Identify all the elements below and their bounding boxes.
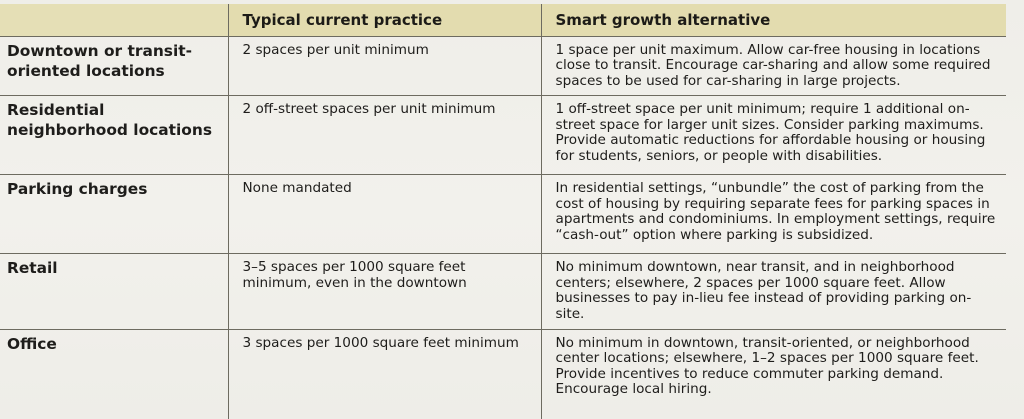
row-label: Parking charges <box>0 175 228 254</box>
header-blank-cell <box>0 4 228 36</box>
table-body <box>0 36 1006 419</box>
table-row <box>0 254 1006 329</box>
alternative-cell: No minimum downtown, near transit, and in neighborhood centers; elsewhere, 2 spaces per 1000 square feet. Allow businesses to pay in-lieu fee instead of providing parking on-site. <box>541 254 1006 329</box>
row-label: Retail <box>0 254 228 329</box>
table-row <box>0 329 1006 419</box>
header-smart-growth-alternative: Smart growth alternative <box>541 4 1006 36</box>
row-label: Downtown or transit-oriented locations <box>0 36 228 96</box>
table-row <box>0 96 1006 175</box>
row-label: Residential neighborhood locations <box>0 96 228 175</box>
table-row <box>0 175 1006 254</box>
header-row <box>0 4 1006 36</box>
current-practice-cell: 3 spaces per 1000 square feet minimum <box>228 329 541 419</box>
table-header <box>0 4 1006 36</box>
current-practice-cell: 2 spaces per unit minimum <box>228 36 541 96</box>
alternative-cell: No minimum in downtown, transit-oriented, or neighborhood center locations; elsewhere, 1–2 spaces per 1000 square feet. Provide incentives to reduce commuter parking demand. Encourage local hiring. <box>541 329 1006 419</box>
current-practice-cell: None mandated <box>228 175 541 254</box>
alternative-cell: 1 off-street space per unit minimum; require 1 additional on-street space for larger unit sizes. Consider parking maximums. Provide automatic reductions for affordable housing or housing for students, seniors, or people with disabilities. <box>541 96 1006 175</box>
table-row <box>0 36 1006 96</box>
current-practice-cell: 2 off-street spaces per unit minimum <box>228 96 541 175</box>
row-label: Office <box>0 329 228 419</box>
alternative-cell: In residential settings, “unbundle” the cost of parking from the cost of housing by requiring separate fees for parking spaces in apartments and condominiums. In employment settings, require “cash-out” option where parking is subsidized. <box>541 175 1006 254</box>
parking-requirements-table <box>0 4 1006 419</box>
current-practice-cell: 3–5 spaces per 1000 square feet minimum, even in the downtown <box>228 254 541 329</box>
header-typical-current-practice: Typical current practice <box>228 4 541 36</box>
alternative-cell: 1 space per unit maximum. Allow car-free housing in locations close to transit. Encourage car-sharing and allow some required spaces to be used for car-sharing in large projects. <box>541 36 1006 96</box>
